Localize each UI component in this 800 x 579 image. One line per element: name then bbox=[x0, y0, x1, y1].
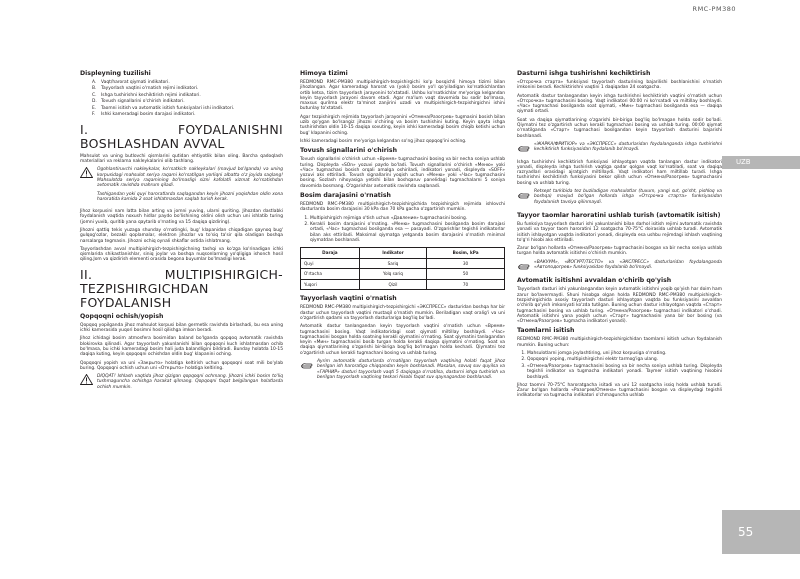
list-item: C. Ishga tushirishni kechiktirish rejimi indikatori. bbox=[92, 92, 201, 98]
hand-icon bbox=[517, 260, 530, 271]
column-middle bbox=[300, 70, 505, 387]
info-note bbox=[300, 359, 505, 383]
keep-warm-heading: Tayyor taomlar haroratini ushlab turish (avtomatik isitish) bbox=[517, 211, 721, 219]
paragraph: Bu funksiya tayyorlash dasturi ishi yakunlanishi bilan darhol isitish rejimi avtomatik ravishda yonadi va tayyor taom haroratini 12 soatgacha 70-75°C doirasida ushlab turadi. Avtomatik isitish ishlayotgan vaqtda indikatori yonadi, displeyda esa ushbu rejimdagi ishlash vaqtining to'g'ri hisobi aks ettiriladi. bbox=[517, 221, 722, 243]
note-text: DIQQAT! Ishlash vaqtida jihoz qizigan qopqoqni ochmang. Jihozni ichki bosim to'liq tushmaguncha ochishga harakat qilmang. Qopqoqni faqat belgilangan holatlarda ochish mumkin. bbox=[97, 374, 283, 390]
paragraph: Soat va daqiqa qiymatlarining o'zgarishi bir-biriga bog'liq bo'lmagan holda sodir bo'ladi. Qiymatni tez o'zgartirish uchun kerakli tugmachani bosing va ushlab turing. 00:00 qiymat o'rnatilganda «Старт» tugmachasi bosilgandan keyin tayyorlash dasturini bajarishi boshlanadi. bbox=[517, 117, 722, 139]
column-left bbox=[80, 70, 283, 397]
paragraph: Agar tezpishirgich rejimida tayyorlash jarayonini «Отмена/Разогрев» tugmasini bosish bilan uzib qo'ygan bo'lsangiz jihozni o'chiring va bosim tushishini kuting. Keyin qayta ishga tushirishdan oldin 10-15 daqiqa sovuting, keyin ishki kameradagi bosim chiqib ketishi uchun bug' klapanini oching. bbox=[300, 114, 505, 136]
hand-icon bbox=[300, 359, 313, 370]
disable-warm-heading: Avtomatik isitishni avvaldan o'chirib qo'yish bbox=[517, 277, 672, 285]
note-text: Retsept tarkibida tez buziladigan mahsulotlar (tuxum, yangi sut, go'sht, pishloq va boshqa) mavjud bo'lgan hollarda ishga «Отсрочка старта» funksiyasidan foydalanish tavsiya qilinmaydi. bbox=[534, 189, 722, 205]
warning-note bbox=[80, 167, 283, 205]
paragraph: Tayyorlashdan avval multipishirgich-tezpishirgichning tashqi va ko'zga ko'rinadigan ichki qismlarida shikastlanishlar, siniq joylar va boshqa nuqsonlarning yo'qligiga ishonch hosil qiling.Jom va qizdirish elementi orasida begona buyumlar bo'lmasligi kerak. bbox=[80, 246, 283, 263]
list-item: 2. Qopqoqni yoping, multipishirgichni elektr tarmog'iga ulang. bbox=[527, 357, 722, 362]
hand-icon bbox=[517, 189, 530, 200]
note-text: Tashigandan yoki quyi haroratlarda saqlagandan keyin jihozni yoqishdan oldin xona haroratida kamida 2 soat ishlatmasdan saqlab turish kerak. bbox=[97, 191, 283, 202]
note-text: Ogohlantiruvchi naklеykalar, ko'rsatkich naklеykalari (mavjud bo'lganda) va uning korpusidagi mahsulot seriya raqami ko'rsatilgan yorliqni albatta o'z joyida saqlang! Mahsulotda seriya raqamining bo'lmasligi sizni kafolatli xizmat ko'rsatishdan avtomatik ravishda mahrum qiladi. bbox=[97, 167, 283, 189]
paragraph: REDMOND RMC-PM380 multipishirgich-tezpishirgichidan taomlarni isitish uchun foydalanish mumkin. Buning uchun: bbox=[517, 337, 722, 348]
note-text: Ayrim avtomatik dasturlarda o'rnatilgan tayyorlash vaqtining holati faqat jihoz berilgan ish haroratiga chiqqandan keyin boshlanadi. Masalan, sovuq suv quyilsa va «ГАРНИР» dasturi tayyorlash vaqti 5 daqiqaga o'rnatilsa, dasturni ishga tushirish va berilgan tayyorlash vaqtining teskari hisobi faqat suv qaynagandan boshlanadi. bbox=[317, 358, 505, 380]
list-item: F. Ishki kameradagi bosim darajasi indikatori. bbox=[92, 112, 196, 118]
lid-heading: Qopqoqni ochish/yopish bbox=[80, 312, 164, 320]
table-header: Bosim, kPa bbox=[427, 248, 505, 259]
paragraph: Avtomatik dastur tanlangandan keyin tayyorlash vaqtini o'rnatish uchun «Время» tugmachasini bosing. Vaqt indikatoridagi soat qiymati miltillay boshlaydi. «Час» tugmachasini bosgan holda soatning kerakli qiymatini o'rnating. Soat qiymatini tanlagandan keyin «Мин» tugmachasini bosib turgan holda kerakli daqiqa qiymatini o'rnating. Soat va daqiqa qiymatlarining o'zgarishi bir-biriga bog'liq bo'lmagan holda kechadi. Qiymatni tez o'zgartirish uchun kerakli tugmachani bosing va ushlab turing. bbox=[300, 324, 505, 356]
paragraph: Zarur bo'lgan hollarda «Отмена/Разогрев» tugmachasini bosgan va bir necha soniya ushlab turgan holda avtomatik isitishni o'chirish mumkin. bbox=[517, 246, 722, 257]
pressure-table bbox=[300, 247, 505, 290]
cook-time-heading: Tayyorlash vaqtini o'rnatish bbox=[300, 295, 397, 303]
info-note bbox=[517, 142, 722, 156]
note-text: «ЖАРКА/ФРИТЮР» va «ЭКСПРЕСС» dasturlaridan foydalanganda ishga tushirishni kechiktirish funksiyasidan foydalanib bo'lmaydi. bbox=[534, 141, 722, 153]
page-number: 55 bbox=[722, 510, 800, 554]
list-item: E. Taomni isitish va avtomatik isitish funksiyalari ishi indikatori. bbox=[92, 105, 235, 111]
list-item: D. Tovush signallarini o'chirish indikatori. bbox=[92, 99, 185, 105]
paragraph: Jihoz ichidagi bosim atmosfera bosimidan baland bo'lganda qopqoq avtomatik ravishda blokirovka qilinadi. Agar tayyorlash yakunlanishi bilan qopqoqni kuch ishlatmasdan ochib bo'lmasa, bu ichki kameradagi bosim hali juda balandligini bildiradi. Bunday holatda 10-15 daqiqa kuting, keyin qopqoqni ochishdan oldin bug' klapanini oching. bbox=[80, 336, 283, 358]
hand-icon bbox=[517, 142, 530, 153]
warning-icon bbox=[80, 374, 93, 385]
language-tab: UZB bbox=[722, 156, 800, 169]
display-structure-heading: Displeyning tuzilishi bbox=[80, 70, 151, 77]
paragraph: REDMOND RMC-PM380 multipishirgich-tezpishirgichida tezpishirgich rejimida ishlovchi dasturlarda bosim darajasini 30 kPa dan 70 kPa gacha o'zgartirish mumkin. bbox=[300, 202, 505, 213]
pressure-heading: Bosim darajasini o'rnatish bbox=[300, 192, 391, 200]
sound-heading: Tovush signallarini o'chirish bbox=[300, 147, 398, 155]
paragraph: Jihoz taomni 70-75°C haroratgacha isitadi va uni 12 soatgacha issiq holda ushlab turadi. Zarur bo'lgan hollarda «Разогрев/Отмена» tugmachasini bosgan va displeydagi tegishli indikatorlar va tugmacha indikatori o'chmaguncha ushlab bbox=[517, 382, 722, 399]
paragraph: Ishga tushirishni kechiktirish funksiyasi ishlayotgan vaqtda tanlangan dastur indikatori yonadi, displeyda ishga tushirish vaqtiga qadar qolgan vaqt ko'rsatiladi, soat va daqiqa razryadlari orasidagi ajratgich miltillaydi. Vaqt indikatori ham miltillab turadi. Ishga tushirishni kechiktirish funksiyasini bekor qilish uchun «Отмена/Разогрев» tugmachasini bosing va ushlab turing. bbox=[517, 159, 722, 186]
paragraph: Tovush signallarini o'chirish uchun «Время» tugmachasini bosing va bir necha soniya ushlab turing. Displeyda «SOn» yozuvi paydo bo'ladi. Tovush signallarini o'chirish «Меню» yoki «Час» tugmachasi bosish orqali amalga oshiriladi, indikatori yonadi, displeyda «SOFF» yozuvi aks ettiriladi. Tovush signallarini yoqish uchun «Меню» yoki «Час» tugmachasini bosing. Sozlash nihoyasiga yetishi bilan boshqaruv panelidagi tugmachalarni 5 soniya davomida bosmang. O'zgarishlar avtomatik ravishda saqlanadi. bbox=[300, 157, 505, 189]
info-note bbox=[517, 189, 722, 208]
paragraph: Mahsulot va uning butlovchi qismlarini qutidan ehtiyotlik bilan oling. Barcha qadoqlash materiallari va reklama naklеykalarini olib tashlang. bbox=[80, 153, 283, 165]
protection-heading: Himoya tizimi bbox=[300, 70, 348, 77]
pressure-steps bbox=[300, 216, 505, 244]
table-row: O'rtacha Yolq sariq 50 bbox=[301, 269, 505, 280]
paragraph: Jihoz korpusini nam latta bilan arting va jomni yuving, ularni quriting. Jihozdan dastlabki foydalanish vaqtida noxush hidlar paydo bo'lishining oldini olish uchun uni ishlatib turing (jomni yuvib, quritib yana qaytarib o'rnating va 15 daqiqa qizdiring). bbox=[80, 209, 283, 225]
table-header: Indikator bbox=[359, 248, 426, 259]
list-item: 2. Kerakli bosim darajasini o'rnating. «Меню» tugmachasini bosilganda bosim darajasi ortadi, «Час» tugmachasi bosilganda esa — pasayadi. O'zgarishlar tegishli indikatorlar bilan aks ettiriladi. Maksimal qiymatga yetganda bosim darajasini o'rnatish minimal qiymatdan boshlanadi. bbox=[310, 222, 505, 243]
paragraph: Ishki kameradagi bosim me'yoriga kelgandan so'ng jihoz qopqog'ini oching. bbox=[300, 138, 467, 144]
display-items-list bbox=[80, 80, 283, 118]
info-note bbox=[517, 260, 722, 274]
table-row: Quyi Sariq 30 bbox=[301, 258, 505, 269]
paragraph: «Отсрочка старта» funksiyasi tayyorlash dasturining bajarilishi boshlanishini o'rnatish imkonini beradi. Kechiktirishni vaqtini 1 daqiqadan 24 soatgacha. bbox=[517, 80, 722, 91]
paragraph: Qopqoq yopilganda jihoz mahsulot korpusi bilan germetik ravishda birlashadi, bu esa uning ichki kamerasida yuqori bosimni hosil qilishga imkon beradi. bbox=[80, 322, 283, 334]
model-label: RMC-PM380 bbox=[692, 5, 736, 13]
paragraph: Jihozni qattiq tekis yuzaga shunday o'rnatingki, bug' klapanidan chiqadigan qaynoq bug' gulqog'ozlar, bezakli qoplamalar, elektron jihozlar va to'siq ta'sir qila oladigan boshqa narsalarga tegmasin. Jihozni ochiq oynali shkaflar ostida ishlatmang. bbox=[80, 227, 283, 244]
paragraph: REDMOND RMC-PM380 multipishirgich-tezpishirgichi ko'p bosqichli himoya tizimi bilan jihozlangan. Agar kameradagi harorat va (yoki) bosim yo'l qo'yiladigan ko'rsatkichlardan ortib ketsa, tizim tayyorlash jarayonini to'xtatadi. Ushbu ko'rsatkichlar me'yoriga kelgandan keyin tayyorlash jarayoni davom etadi. Agar ma'lum vaqt davomida bu sodir bo'lmasa, maxsus qurilma elektr ta'minot zanjirini uzadi va multipishirgich-tezpishirgichni ishini butunlay to'xtatadi. bbox=[300, 80, 505, 112]
delay-heading: Dasturni ishga tushirishni kechiktirish bbox=[517, 70, 651, 77]
section-1-title: I. FOYDALANISHNI BOSHLASHDAN AVVAL bbox=[80, 121, 283, 151]
column-right bbox=[517, 70, 722, 402]
note-text: «ВАКУУМ», «ЙОГУРТ/ТЕСТО» va «ЭКСПРЕСС» dasturlaridan foydalanganda «Автоподогрев» funksiyasidan foydalanib bo'lmaydi. bbox=[534, 259, 722, 271]
section-2-title: II. MULTIPISHIRGICH-TEZPISHIRGICHDAN FOYDALANISH bbox=[80, 266, 283, 310]
list-item: 3. «Отмена/Разогрев» tugmachasini bosing va bir necha soniya ushlab turing. Displeyda tegishli indikator va tugmacha indikatori yonadi. Taymer isitish vaqtining hisobini boshlaydi. bbox=[527, 364, 722, 380]
list-item: A. Vaqt/harorat qiymati indikatori. bbox=[92, 80, 170, 85]
paragraph: Tayyorlash dasturi ishi yakunlangandan keyin avtomatik isitishni yoqib qo'yish har doim ham zarur bo'lavermaydi. Shuni hisobga olgan holda REDMOND RMC-PM380 multipishirgich-tezpishirgichida asosiy tayyorlash dasturi ishlayotgan vaqtda bu funksiyasini avvaldan o'chirib qo'yish imkoniyati ko'zda tutilgan. Buning uchun dastur ishlayotgan vaqtda «Старт» tugmachasini bosing va ushlab turing. «Отмена/Разогрев» tugmachasi indikatori o'chadi. Avtomatik isitishni yana yoqish uchun «Старт» tugmachasini yana bir bor bosing (va «Отмена/Разогрев» tugmacha indikatori yonadi). bbox=[517, 287, 722, 325]
table-row: Yuqori Qizil 70 bbox=[301, 279, 505, 290]
paragraph: Avtomatik dastur tanlangandan keyin ishga tushirishni kechiktirish vaqtini o'rnatish uchun «Отсрочка» tugmachasini bosing. Vaqt indikatori 00:00 ni ko'rsatadi va miltillay boshlaydi. «Час» tugmachasi bosilganda soat qiymati, «Мин» tugmachasi bosilganda esa — daqiqa qiymati ortadi. bbox=[517, 93, 722, 115]
table-header: Daraja bbox=[301, 248, 360, 259]
reheat-steps bbox=[517, 351, 722, 380]
reheat-heading: Taomlarni isitish bbox=[517, 327, 575, 335]
warning-note bbox=[80, 374, 283, 393]
paragraph: Qopqoqni yopish va uni «Закрыто» holatiga keltirish uchun qopqoqni soat mili bo'ylab buring. Qopqoqni ochish uchun uni «Открыто» holatiga keltiring. bbox=[80, 360, 283, 371]
warning-icon bbox=[80, 167, 93, 178]
list-item: 1. Mahsulotlarni jomga joylashtiring, uni jihoz korpusiga o'rnating. bbox=[527, 351, 722, 356]
list-item: B. Tayyorlash vaqtini o'rnatish rejimi indikatori. bbox=[92, 86, 199, 92]
list-item: 1. Multipishirgich rejimiga o'tish uchun «Давление» tugmachasini bosing. bbox=[310, 216, 505, 221]
paragraph: REDMOND RMC-PM380 multipishirgich-tezpishirgichi «ЭКСПРЕСС» dasturidan boshqa har bir dastur uchun tayyorlash vaqtini mustaqil o'rnatish mumkin. Beriladigan vaqt oralig'i va uni o'zgartirish qadami va tayyorlash dasturlariga bog'liq bo'ladi. bbox=[300, 305, 505, 321]
